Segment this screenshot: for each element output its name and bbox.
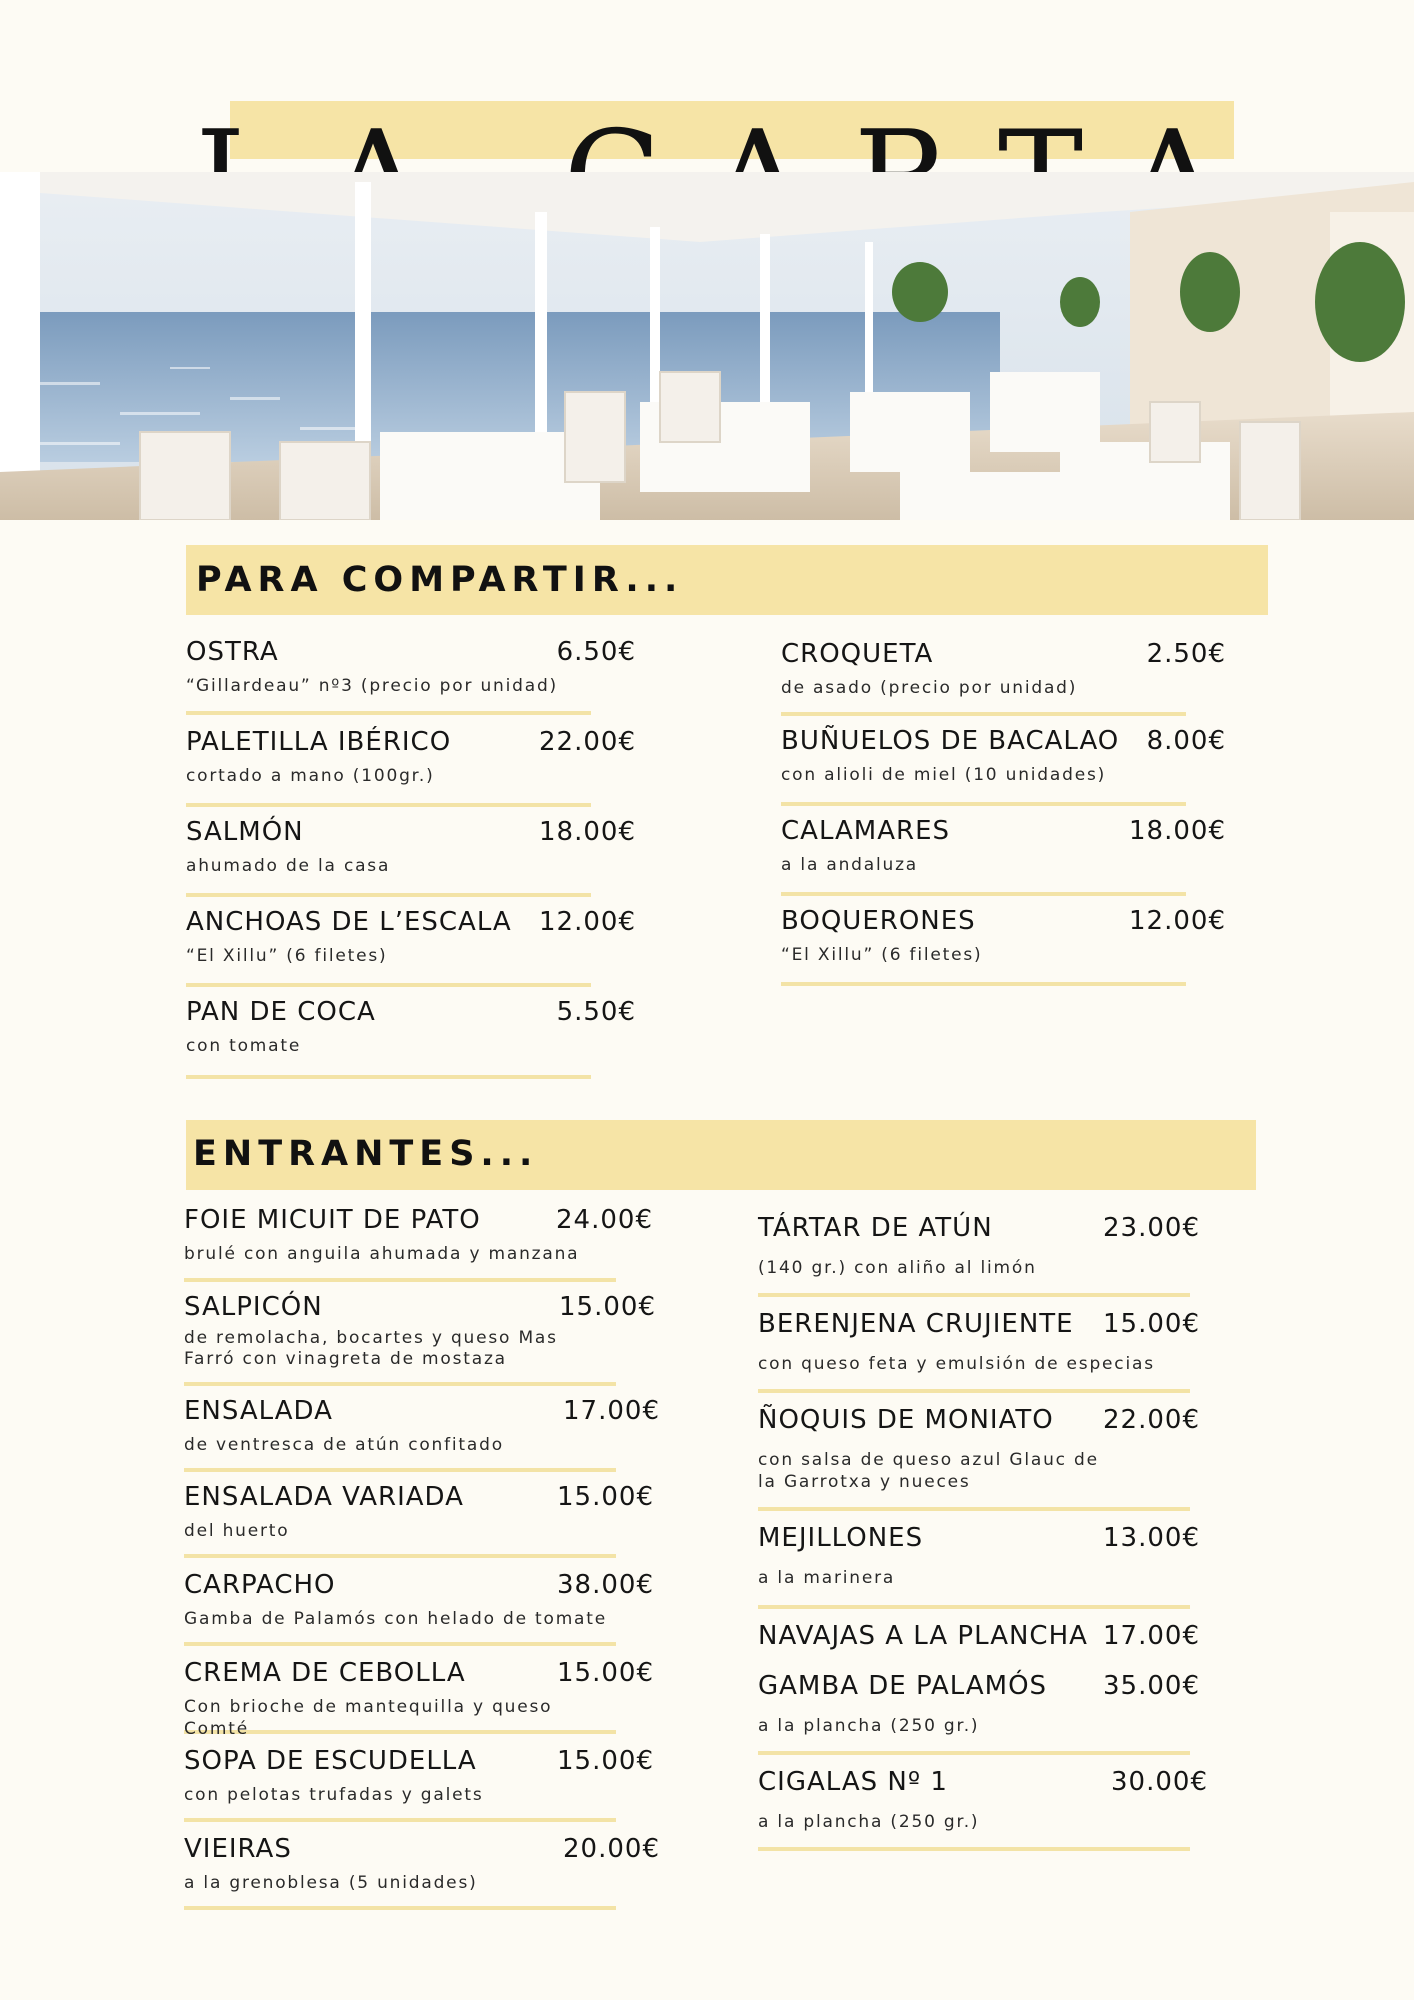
item-name: ENSALADA: [184, 1396, 333, 1426]
item-name: BOQUERONES: [781, 906, 976, 936]
item-name: SALPICÓN: [184, 1292, 323, 1322]
item-name: MEJILLONES: [758, 1523, 924, 1553]
menu-item: [184, 1570, 654, 1646]
item-price: 2.50€: [1146, 639, 1226, 669]
item-price: 15.00€: [559, 1292, 656, 1322]
item-name: VIEIRAS: [184, 1834, 292, 1864]
menu-item: [186, 907, 636, 987]
item-name: PALETILLA IBÉRICO: [186, 727, 452, 757]
menu-item: [758, 1671, 1200, 1755]
item-desc: brulé con anguila ahumada y manzana: [184, 1244, 580, 1264]
menu-item: [184, 1482, 654, 1558]
item-price: 20.00€: [563, 1834, 660, 1864]
restaurant-photo: [0, 172, 1414, 520]
item-desc: ahumado de la casa: [186, 856, 391, 876]
menu-item: [758, 1309, 1200, 1393]
menu-item: [758, 1767, 1208, 1851]
item-desc: “El Xillu” (6 filetes): [781, 945, 983, 965]
menu-item: [781, 726, 1226, 806]
item-desc: a la andaluza: [781, 855, 919, 875]
item-desc: a la plancha (250 gr.): [758, 1812, 980, 1832]
item-desc: a la plancha (250 gr.): [758, 1716, 980, 1736]
item-name: ANCHOAS DE L’ESCALA: [186, 907, 512, 937]
item-price: 18.00€: [1129, 816, 1226, 846]
item-desc: a la marinera: [758, 1568, 896, 1588]
item-name: ENSALADA VARIADA: [184, 1482, 464, 1512]
entrantes-title: ENTRANTES...: [193, 1134, 539, 1174]
item-name: CROQUETA: [781, 639, 934, 669]
item-desc: con pelotas trufadas y galets: [184, 1785, 484, 1805]
item-desc: con queso feta y emulsión de especias: [758, 1354, 1155, 1374]
menu-item: [781, 639, 1226, 716]
menu-item: [758, 1621, 1200, 1669]
item-price: 15.00€: [557, 1658, 654, 1688]
menu-item: [186, 997, 636, 1079]
item-name: FOIE MICUIT DE PATO: [184, 1205, 481, 1235]
item-name: CARPACHO: [184, 1570, 336, 1600]
item-desc: de ventresca de atún confitado: [184, 1435, 504, 1455]
item-price: 38.00€: [557, 1570, 654, 1600]
item-desc: con tomate: [186, 1036, 302, 1056]
item-name: PAN DE COCA: [186, 997, 376, 1027]
item-price: 13.00€: [1103, 1523, 1200, 1553]
item-desc: “El Xillu” (6 filetes): [186, 946, 388, 966]
item-name: GAMBA DE PALAMÓS: [758, 1671, 1048, 1701]
menu-item: [184, 1396, 660, 1472]
item-price: 15.00€: [557, 1746, 654, 1776]
item-price: 12.00€: [1129, 906, 1226, 936]
item-desc: con alioli de miel (10 unidades): [781, 765, 1107, 785]
item-desc: (140 gr.) con aliño al limón: [758, 1258, 1037, 1278]
menu-item: [184, 1746, 654, 1822]
item-name: CALAMARES: [781, 816, 951, 846]
item-price: 22.00€: [539, 727, 636, 757]
menu-item: [781, 906, 1226, 986]
item-name: SALMÓN: [186, 817, 304, 847]
menu-item: [758, 1213, 1200, 1297]
item-name: BERENJENA CRUJIENTE: [758, 1309, 1074, 1339]
item-name: OSTRA: [186, 637, 279, 667]
item-name: TÁRTAR DE ATÚN: [758, 1213, 993, 1243]
item-price: 35.00€: [1103, 1671, 1200, 1701]
item-price: 17.00€: [1103, 1621, 1200, 1651]
menu-item: [186, 817, 636, 897]
item-price: 15.00€: [1103, 1309, 1200, 1339]
menu-item: [184, 1658, 654, 1739]
entrantes-right-column: [758, 1213, 1208, 1851]
restaurant-photo-illustration: [0, 172, 1414, 520]
item-price: 17.00€: [563, 1396, 660, 1426]
menu-item: [186, 637, 636, 715]
menu-item: [184, 1292, 656, 1386]
para-compartir-title: PARA COMPARTIR...: [196, 560, 684, 600]
menu-item: [758, 1405, 1200, 1511]
item-price: 15.00€: [557, 1482, 654, 1512]
item-desc: de remolacha, bocartes y queso Mas Farró con vinagreta de mostaza: [184, 1328, 558, 1369]
item-desc: Con brioche de mantequilla y queso Comté: [184, 1697, 553, 1739]
item-desc: Gamba de Palamós con helado de tomate: [184, 1609, 608, 1629]
item-name: NAVAJAS A LA PLANCHA: [758, 1621, 1088, 1651]
item-price: 8.00€: [1146, 726, 1226, 756]
item-desc: de asado (precio por unidad): [781, 678, 1078, 698]
item-desc: con salsa de queso azul Glauc de la Garrotxa y nueces: [758, 1450, 1099, 1492]
item-name: SOPA DE ESCUDELLA: [184, 1746, 477, 1776]
menu-item: [781, 816, 1226, 896]
item-desc: cortado a mano (100gr.): [186, 766, 435, 786]
item-price: 6.50€: [556, 637, 636, 667]
item-price: 24.00€: [556, 1205, 653, 1235]
para-compartir-left-column: [186, 637, 636, 1079]
item-desc: a la grenoblesa (5 unidades): [184, 1873, 478, 1893]
item-price: 12.00€: [539, 907, 636, 937]
entrantes-left-column: [184, 1205, 660, 1910]
menu-item: [184, 1205, 653, 1282]
item-price: 18.00€: [539, 817, 636, 847]
item-name: CREMA DE CEBOLLA: [184, 1658, 466, 1688]
item-price: 5.50€: [556, 997, 636, 1027]
item-name: CIGALAS Nº 1: [758, 1767, 948, 1797]
item-price: 23.00€: [1103, 1213, 1200, 1243]
menu-item: [758, 1523, 1200, 1609]
item-name: ÑOQUIS DE MONIATO: [758, 1405, 1054, 1435]
item-name: BUÑUELOS DE BACALAO: [781, 726, 1120, 756]
item-desc: del huerto: [184, 1521, 290, 1541]
item-desc: “Gillardeau” nº3 (precio por unidad): [186, 676, 558, 696]
item-price: 30.00€: [1111, 1767, 1208, 1797]
menu-item: [184, 1834, 660, 1910]
item-price: 22.00€: [1103, 1405, 1200, 1435]
para-compartir-right-column: [781, 639, 1226, 986]
menu-item: [186, 727, 636, 807]
